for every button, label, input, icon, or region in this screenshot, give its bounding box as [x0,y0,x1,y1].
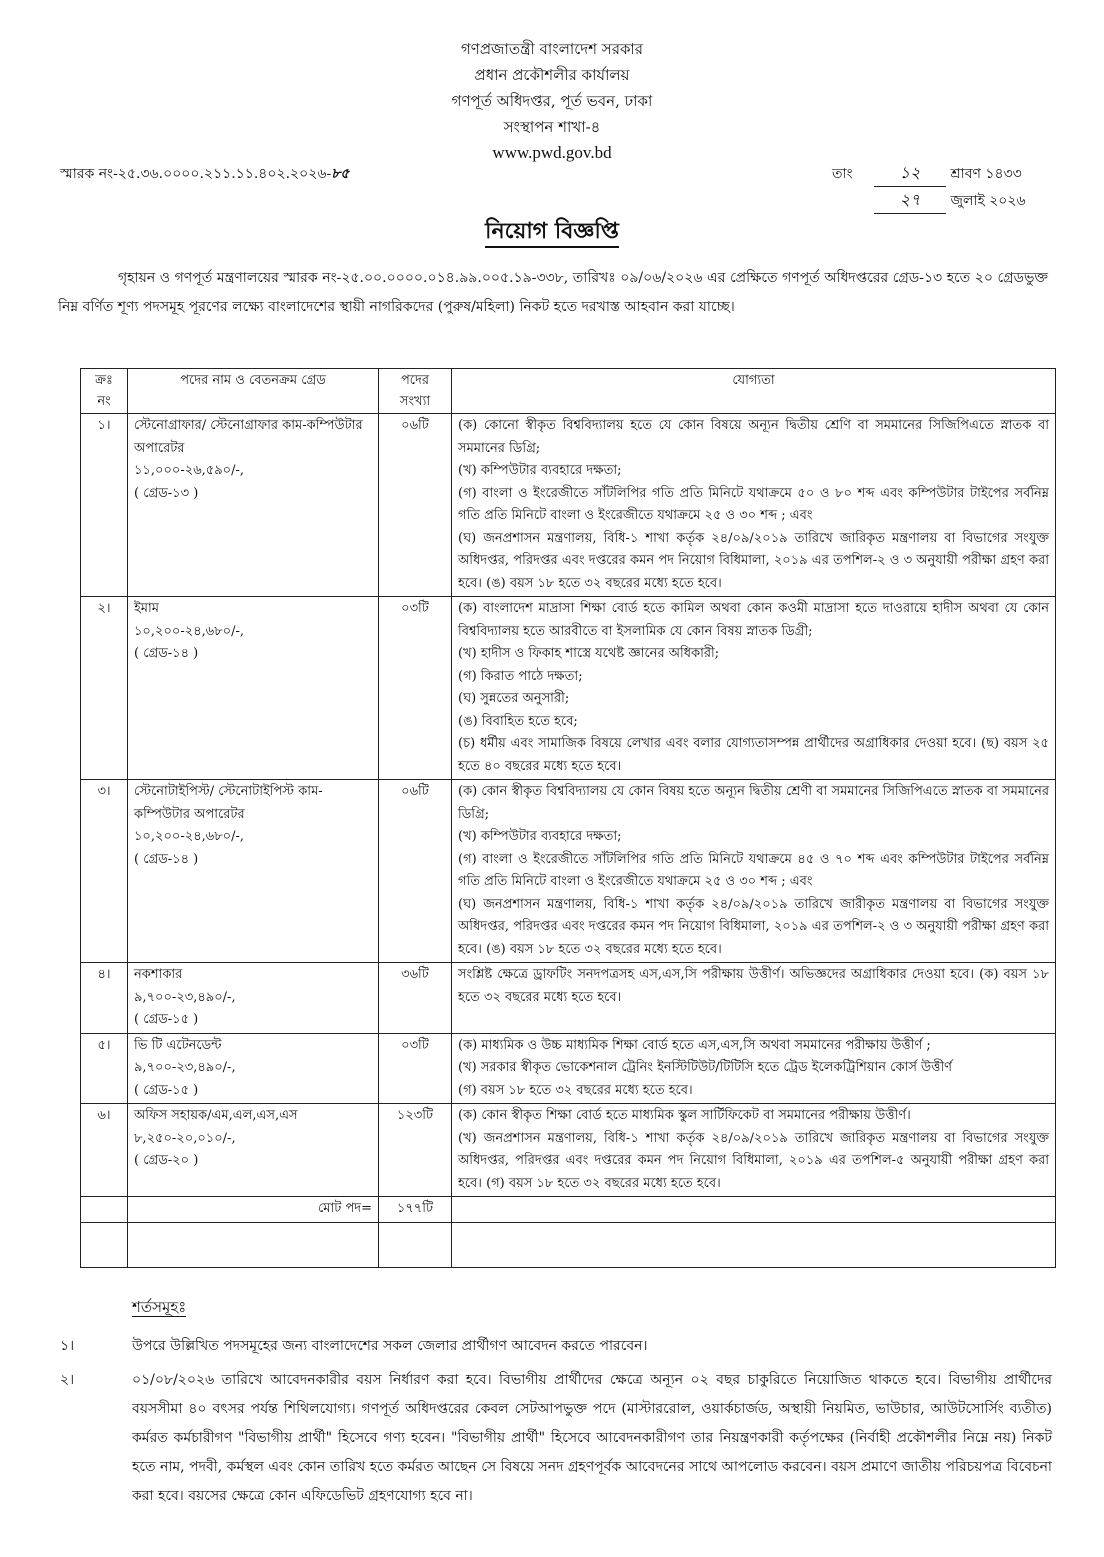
total-empty-cell [81,1197,128,1223]
serial-cell: ১। [81,414,128,597]
qualification-item: (গ) বাংলা ও ইংরেজীতে সাঁটলিপির গতি প্রতি মিনিটে যথাক্রমে ৫০ ও ৮০ শব্দ এবং কম্পিউটার টাইপের সর্বনিম্ন গতি প্রতি মিনিটে বাংলা ও ইংরেজীতে যথাক্রমে ২৫ ও ৩০ শব্দ ; এবং [458,485,1049,523]
qualification-cell [452,780,1056,963]
post-name: স্টেনোটাইপিস্ট/ স্টেনোটাইপিস্ট কাম-কম্পিউটার অপারেটর [134,784,323,822]
qualification-item: (ক) কোন স্বীকৃত বিশ্ববিদ্যালয় যে কোন বিষয় হতে অন্যূন দ্বিতীয় শ্রেণী বা সমমানের সিজিপিএতে স্নাতক বা সমমানের ডিগ্রি; [458,784,1049,822]
table-row [81,1104,1056,1197]
post-name: ভি টি এটেনডেন্ট [134,1037,222,1053]
empty-cell [128,1222,379,1267]
qualification-item: (ক) বাংলাদেশ মাদ্রাসা শিক্ষা বোর্ড হতে কামিল অথবা কোন কওমী মাদ্রাসা হতে দাওরায়ে হাদীস অথবা যে কোন বিশ্ববিদ্যালয় হতে আরবীতে বা ইসলামিক যে কোন বিষয় স্নাতক ডিগ্রী; [458,601,1049,639]
posts-table-body [81,414,1056,1197]
date-block [832,160,1026,214]
table-row [81,780,1056,963]
qualification-item: (খ) কম্পিউটার ব্যবহারে দক্ষতা; [458,829,622,844]
qualification-item: (ঘ) সুন্নতের অনুসারী; [458,691,570,706]
qualification-item: (ক) মাধ্যমিক ও উচ্চ মাধ্যমিক শিক্ষা বোর্ড হতে এস,এস,সি অথবা সমমানের পরীক্ষায় উত্তীর্ণ ; [458,1037,931,1053]
empty-cell [81,1222,128,1267]
serial-cell: ৩। [81,780,128,963]
empty-cell [379,1222,452,1267]
bangla-day: ১২ [874,160,946,187]
post-grade: ( গ্রেড-১৫ ) [134,1012,199,1027]
posts-table [80,368,1056,1268]
post-name: অফিস সহায়ক/এম,এল,এস,এস [134,1108,298,1123]
post-grade: ( গ্রেড-২০ ) [134,1153,199,1168]
post-name: ইমাম [134,601,159,616]
english-month-year: জুলাই ২০২৬ [950,193,1026,209]
header-qualification: যোগ্যতা [452,369,1056,414]
qualification-item: (ঘ) জনপ্রশাসন মন্ত্রণালয়, বিধি-১ শাখা কর্তৃক ২৪/০৯/২০১৯ তারিখে জারীকৃত মন্ত্রণালয় বা বিভাগের সংযুক্ত অধিদপ্তর, পরিদপ্তর এবং দপ্তরের কমন পদ নিয়োগ বিধিমালা, ২০১৯ এর তপশিল-২ ও ৩ অনুযায়ী পরীক্ষা গ্রহণ করা হবে। (ঙ) বয়স ১৮ হতে ৩২ বছরের মধ্যে হতে হবে। [458,896,1049,957]
post-cell [128,597,379,780]
post-grade: ( গ্রেড-১৩ ) [134,485,199,501]
qualification-item: (গ) কিরাত পাঠে দক্ষতা; [458,668,583,684]
table-row [81,597,1056,780]
serial-cell: ৪। [81,963,128,1034]
office-header [0,36,1104,166]
header-serial: ক্রঃ নং [81,369,128,414]
post-grade: ( গ্রেড-১৫ ) [134,1082,199,1098]
total-count: ১৭৭টি [379,1197,452,1223]
empty-row [81,1222,1056,1267]
post-cell [128,963,379,1034]
count-cell: ০৩টি [379,597,452,780]
header-line-1: গণপ্রজাতন্ত্রী বাংলাদেশ সরকার [460,40,644,58]
empty-cell [452,1222,1056,1267]
table-row [81,1033,1056,1104]
qualification-item: (ঘ) জনপ্রশাসন মন্ত্রণালয়, বিধি-১ শাখা কর্তৃক ২৪/০৯/২০১৯ তারিখে জারিকৃত মন্ত্রণালয় বা বিভাগের সংযুক্ত অধিদপ্তর, পরিদপ্তর এবং দপ্তরের কমন পদ নিয়োগ বিধিমালা, ২০১৯ এর তপশিল-২ ও ৩ অনুযায়ী পরীক্ষা গ্রহণ করা হবে। (ঙ) বয়স ১৮ হতে ৩২ বছরের মধ্যে হতে হবে। [458,530,1049,591]
count-cell: ০৬টি [379,414,452,597]
serial-cell: ৫। [81,1033,128,1104]
memo-prefix: স্মারক নং-২৫.৩৬.০০০০.২১১.১১.৪০২.২০২৬- [60,166,332,182]
count-cell: ০৬টি [379,780,452,963]
qualification-item: (খ) কম্পিউটার ব্যবহারে দক্ষতা; [458,463,622,478]
qualification-item: (খ) হাদীস ও ফিকাহ শাস্ত্রে যথেষ্ট জ্ঞানের অধিকারী; [458,646,720,661]
serial-cell: ৬। [81,1104,128,1197]
website-url: www.pwd.gov.bd [492,143,612,162]
count-cell: ৩৬টি [379,963,452,1034]
post-cell [128,780,379,963]
post-name: নকশাকার [134,967,183,982]
post-name: স্টেনোগ্রাফার/ স্টেনোগ্রাফার কাম-কম্পিউটার অপারেটর [134,418,363,456]
notice-title [0,214,1104,251]
date-label: তাং [832,166,853,182]
qualification-cell [452,1033,1056,1104]
memo-number [60,162,349,186]
term-number: ২। [60,1372,75,1388]
terms-heading-text: শর্তসমূহঃ [132,1298,187,1316]
term-item [60,1332,1052,1361]
qualification-cell [452,1104,1056,1197]
table-header-row [81,369,1056,414]
total-row [81,1197,1056,1223]
post-scale: ১০,২০০-২৪,৬৮০/-, [134,829,245,844]
qualification-item: (খ) সরকার স্বীকৃত ভোকেশনাল ট্রেনিং ইনস্টিটিউট/টিটিসি হতে ট্রেড ইলেকট্রিশিয়ান কোর্স উত্তীর্ণ [458,1060,953,1075]
qualification-item: (ক) কোনো স্বীকৃত বিশ্ববিদ্যালয় হতে যে কোন বিষয়ে অন্যূন দ্বিতীয় শ্রেণি বা সমমানের সিজিপিএতে স্নাতক বা সমমানের ডিগ্রি; [458,418,1049,456]
term-text: উপরে উল্লিখিত পদসমূহের জন্য বাংলাদেশের সকল জেলার প্রার্থীগণ আবেদন করতে পারবেন। [132,1338,648,1354]
qualification-item: সংশ্লিষ্ট ক্ষেত্রে ড্রাফটিং সনদপত্রসহ এস,এস,সি পরীক্ষায় উত্তীর্ণ। অভিজ্ঞদের অগ্রাধিকার দেওয়া হবে। (ক) বয়স ১৮ হতে ৩২ বছরের মধ্যে হতে হবে। [458,967,1049,1005]
qualification-item: (গ) বয়স ১৮ হতে ৩২ বছরের মধ্যে হতে হবে। [458,1082,693,1098]
post-cell [128,1033,379,1104]
header-line-4: সংস্থাপন শাখা-৪ [503,118,601,136]
total-qual-empty [452,1197,1056,1223]
notice-title-text: নিয়োগ বিজ্ঞপ্তি [485,218,619,248]
serial-cell: ২। [81,597,128,780]
english-day: ২৭ [874,187,946,214]
header-line-2: প্রধান প্রকৌশলীর কার্যালয় [474,66,630,84]
post-scale: ৮,২৫০-২০,০১০/-, [134,1130,236,1146]
term-item [60,1366,1052,1511]
term-text: ০১/০৮/২০২৬ তারিখে আবেদনকারীর বয়স নির্ধারণ করা হবে। বিভাগীয় প্রার্থীদের ক্ষেত্রে অন্যূন ০২ বছর চাকুরিতে নিয়োজিত থাকতে হবে। বিভাগীয় প্রার্থীদের বয়সসীমা ৪০ বৎসর পর্যন্ত শিথিলযোগ্য। গণপূর্ত অধিদপ্তরের কেবল সেটআপভুক্ত পদে (মাস্টাররোল, ওয়ার্কচার্জড, অস্থায়ী নিয়মিত, ভাউচার, আউটসোর্সিং ব্যতীত) কর্মরত কর্মচারীগণ "বিভাগীয় প্রার্থী" হিসেবে গণ্য হবেন। "বিভাগীয় প্রার্থী" হিসেবে আবেদনকারীগণ তার নিয়ন্ত্রণকারী কর্তৃপক্ষের (নির্বাহী প্রকৌশলীর নিম্নে নয়) নিকট হতে নাম, পদবী, কর্মস্থল এবং কোন তারিখ হতে কর্মরত আছেন সে বিষয়ে সনদ গ্রহণপূর্বক আবেদনের সাথে আপলোড করবেন। বয়স প্রমাণে জাতীয় পরিচয়পত্র বিবেচনা করা হবে। বয়সের ক্ষেত্রে কোন এফিডেভিট গ্রহণযোগ্য হবে না। [132,1372,1052,1504]
qualification-cell [452,414,1056,597]
post-cell [128,414,379,597]
post-grade: ( গ্রেড-১৪ ) [134,646,199,661]
header-line-3: গণপূর্ত অধিদপ্তর, পূর্ত ভবন, ঢাকা [451,92,653,110]
qualification-item: (গ) বাংলা ও ইংরেজীতে সাঁটলিপির গতি প্রতি মিনিটে যথাক্রমে ৪৫ ও ৭০ শব্দ এবং কম্পিউটার টাইপের সর্বনিম্ন গতি প্রতি মিনিটে বাংলা ও ইংরেজীতে যথাক্রমে ২৫ ও ৩০ শব্দ ; এবং [458,851,1049,889]
table-row [81,414,1056,597]
post-scale: ৯,৭০০-২৩,৪৯০/-, [134,989,236,1005]
post-cell [128,1104,379,1197]
table-row [81,963,1056,1034]
qualification-item: (ক) কোন স্বীকৃত শিক্ষা বোর্ড হতে মাধ্যমিক স্কুল সার্টিফিকেট বা সমমানের পরীক্ষায় উত্তীর্ণ। [458,1108,911,1123]
header-post: পদের নাম ও বেতনক্রম গ্রেড [128,369,379,414]
term-number: ১। [60,1338,75,1354]
post-scale: ৯,৭০০-২৩,৪৯০/-, [134,1060,236,1075]
count-cell: ০৩টি [379,1033,452,1104]
post-scale: ১০,২০০-২৪,৬৮০/-, [134,623,245,639]
total-label: মোট পদ= [128,1197,379,1223]
qualification-cell [452,597,1056,780]
qualification-item: (ঙ) বিবাহিত হতে হবে; [458,713,578,729]
memo-handwritten-number: ৮৫ [331,166,350,182]
header-count: পদের সংখ্যা [379,369,452,414]
count-cell: ১২৩টি [379,1104,452,1197]
qualification-cell [452,963,1056,1034]
qualification-item: (খ) জনপ্রশাসন মন্ত্রণালয়, বিধি-১ শাখা কর্তৃক ২৪/০৯/২০১৯ তারিখে জারিকৃত মন্ত্রণালয় বা বিভাগের সংযুক্ত অধিদপ্তর, পরিদপ্তর এবং দপ্তরের কমন পদ নিয়োগ বিধিমালা, ২০১৯ এর তপশিল-৫ অনুযায়ী পরীক্ষা গ্রহণ করা হবে। (গ) বয়স ১৮ হতে ৩২ বছরের মধ্যে হতে হবে। [458,1130,1049,1191]
terms-heading [132,1296,186,1321]
intro-paragraph: গৃহায়ন ও গণপূর্ত মন্ত্রণালয়ের স্মারক নং-২৫.০০.০০০০.০১৪.৯৯.০০৫.১৯-৩৩৮, তারিখঃ ০৯/০৬/২০২৬ এর প্রেক্ষিতে গণপূর্ত অধিদপ্তরের গ্রেড-১৩ হতে ২০ গ্রেডভুক্ত নিম্ন বর্ণিত শূণ্য পদসমূহ পূরণের লক্ষ্যে বাংলাদেশের স্থায়ী নাগরিকদের (পুরুষ/মহিলা) নিকট হতে দরখাস্ত আহবান করা যাচ্ছে। [58,270,1048,315]
bangla-month-year: শ্রাবণ ১৪৩৩ [950,166,1022,182]
post-scale: ১১,০০০-২৬,৫৯০/-, [134,463,245,478]
post-grade: ( গ্রেড-১৪ ) [134,851,199,867]
qualification-item: (চ) ধর্মীয় এবং সামাজিক বিষয়ে লেখার এবং বলার যোগ্যতাসম্পন্ন প্রার্থীদের অগ্রাধিকার দেওয়া হবে। (ছ) বয়স ২৫ হতে ৪০ বছরের মধ্যে হতে হবে। [458,736,1049,774]
